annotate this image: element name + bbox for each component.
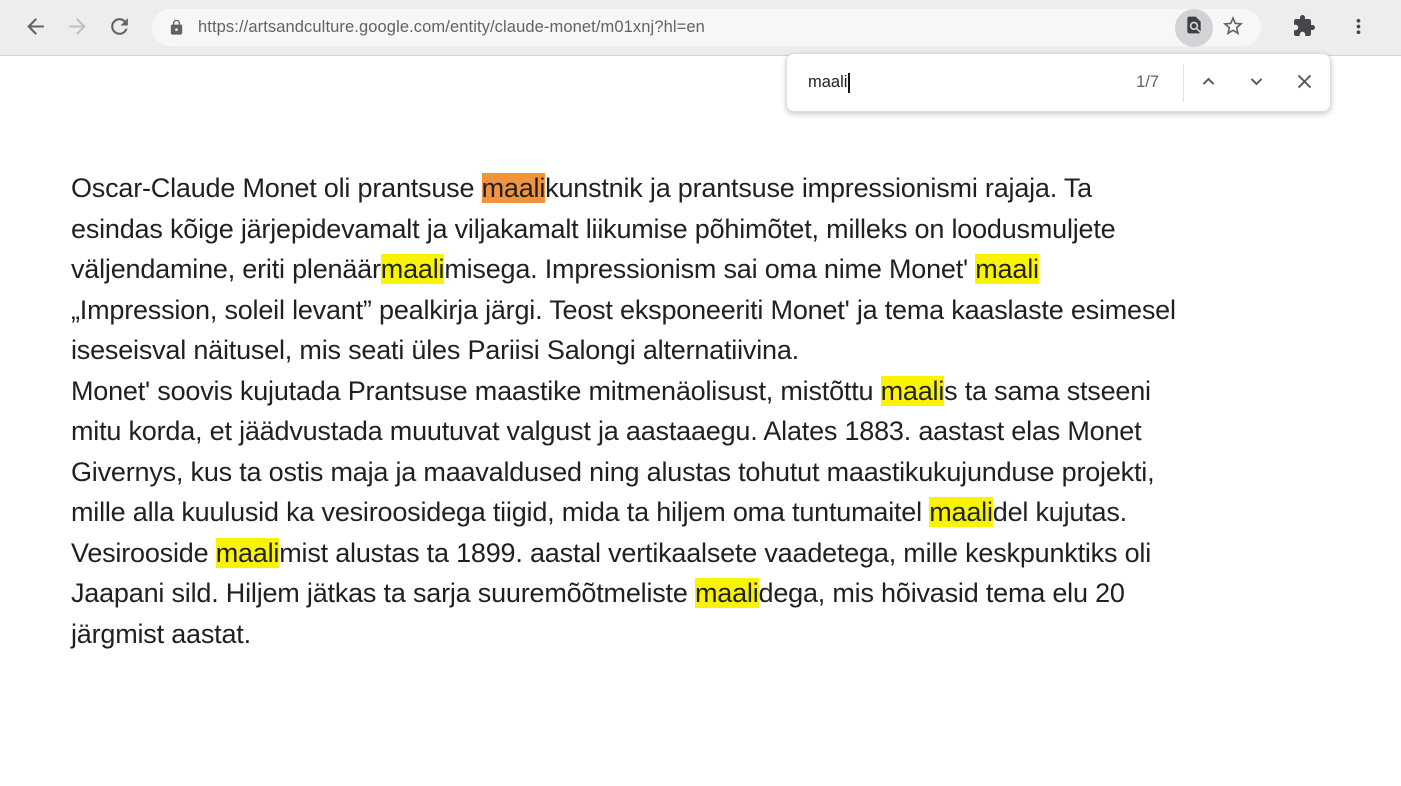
browser-toolbar: [0, 0, 1401, 56]
find-in-page-badge[interactable]: [1175, 9, 1213, 47]
chevron-up-icon: [1197, 70, 1220, 96]
text-line: [71, 330, 1401, 371]
find-match: maali: [380, 254, 445, 284]
reload-icon: [107, 14, 132, 42]
text-line: [71, 573, 1401, 614]
extensions-button[interactable]: [1283, 7, 1325, 49]
forward-arrow-icon: [65, 14, 90, 42]
text-line: [71, 371, 1401, 412]
text-line: [71, 533, 1401, 574]
find-match: maali: [929, 497, 993, 527]
text-line: [71, 411, 1401, 452]
find-match-current: maali: [481, 173, 546, 203]
find-match: maali: [694, 578, 759, 608]
text-run: „Impression, soleil levant” pealkirja järgi. Teost eksponeeriti Monet' ja tema kaaslaste esimesel: [71, 294, 1176, 325]
text-run: mille alla kuulusid ka vesiroosidega tiigid, mida ta hiljem oma tuntumaitel: [71, 497, 930, 527]
chevron-down-icon: [1245, 70, 1268, 96]
text-run: s ta sama stseeni: [944, 375, 1151, 406]
text-run: mist alustas ta 1899. aastal vertikaalsete vaadetega, mille keskpunktiks oli: [279, 537, 1151, 568]
text-run: väljendamine, eriti plenäär: [71, 254, 381, 284]
find-previous-button[interactable]: [1184, 59, 1232, 107]
find-close-button[interactable]: [1280, 59, 1328, 107]
text-run: misega. Impressionism sai oma nime Monet': [444, 254, 976, 284]
url-text: https://artsandculture.google.com/entity/claude-monet/m01xnj?hl=en: [198, 18, 705, 36]
text-line: [71, 168, 1401, 209]
text-run: Jaapani sild. Hiljem jätkas ta sarja suuremõõtmeliste: [71, 578, 695, 608]
text-run: del kujutas.: [992, 497, 1127, 527]
find-match: maali: [975, 254, 1039, 284]
bookmark-button[interactable]: [1213, 8, 1253, 48]
close-icon: [1293, 70, 1316, 96]
text-line: [71, 249, 1401, 290]
text-line: [71, 209, 1401, 250]
find-next-button[interactable]: [1232, 59, 1280, 107]
reload-button[interactable]: [98, 7, 140, 49]
star-outline-icon: [1221, 14, 1245, 41]
text-run: mitu korda, et jäädvustada muutuvat valgust ja aastaaegu. Alates 1883. aastast elas Monet: [71, 416, 1142, 446]
text-run: järgmist aastat.: [71, 618, 251, 649]
find-in-page-icon: [1184, 15, 1204, 40]
back-arrow-icon: [23, 14, 48, 42]
text-run: Givernys, kus ta ostis maja ja maavaldused ning alustas tohutut maastikukujunduse projekti,: [71, 456, 1155, 487]
puzzle-extension-icon: [1292, 14, 1316, 41]
text-run: Oscar-Claude Monet oli prantsuse: [71, 173, 482, 203]
text-run: dega, mis hõivasid tema elu 20: [758, 578, 1125, 608]
find-query-text: maali: [808, 73, 848, 91]
text-run: esindas kõige järjepidevamalt ja viljakamalt liikumise põhimõtet, milleks on loodusmuljete: [71, 213, 1116, 244]
menu-button[interactable]: [1337, 7, 1379, 49]
forward-button[interactable]: [56, 7, 98, 49]
address-bar[interactable]: [152, 9, 1261, 46]
back-button[interactable]: [14, 7, 56, 49]
find-match-counter: 1/7: [1136, 73, 1159, 91]
text-run: kunstnik ja prantsuse impressionismi rajaja. Ta: [545, 173, 1092, 203]
page-content: [0, 56, 1401, 654]
article-text: [0, 56, 1401, 654]
text-caret: [848, 73, 850, 93]
lock-icon: [168, 19, 185, 36]
three-dot-menu-icon: [1347, 15, 1370, 41]
find-match: maali: [215, 537, 280, 568]
text-run: Monet' soovis kujutada Prantsuse maastike mitmenäolisust, mistõttu: [71, 375, 881, 406]
find-input[interactable]: [787, 54, 1136, 111]
find-bar: [786, 53, 1331, 112]
text-line: [71, 452, 1401, 493]
text-line: [71, 614, 1401, 655]
find-match: maali: [880, 375, 945, 406]
text-line: [71, 290, 1401, 331]
text-line: [71, 492, 1401, 533]
text-run: Vesirooside: [71, 537, 216, 568]
text-run: iseseisval näitusel, mis seati üles Pariisi Salongi alternatiivina.: [71, 335, 799, 365]
